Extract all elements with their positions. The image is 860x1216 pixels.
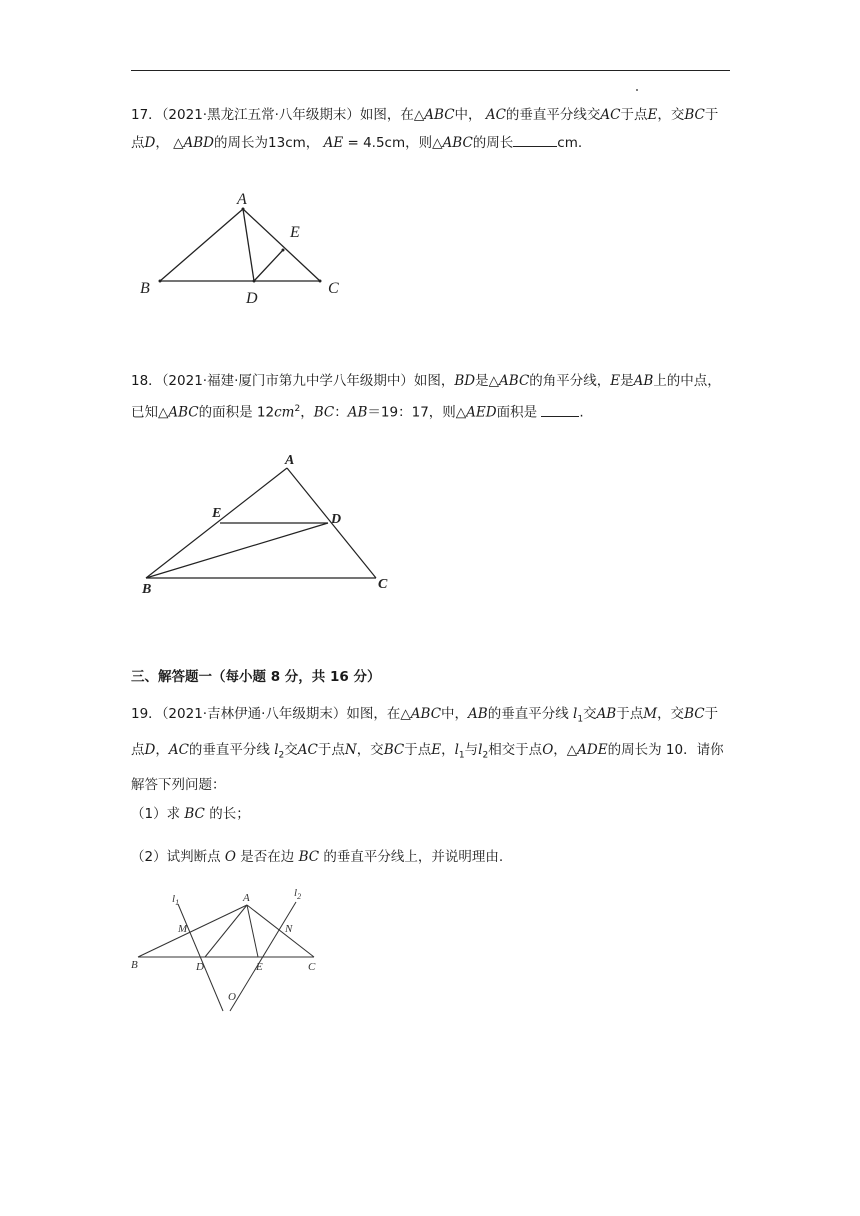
text: 交 bbox=[284, 741, 298, 758]
question-number: 19． bbox=[131, 706, 162, 722]
label-n: N bbox=[285, 923, 293, 935]
text: 于点 bbox=[131, 706, 719, 758]
text: 于点 bbox=[317, 741, 345, 758]
text: . bbox=[579, 404, 584, 421]
math-symbol: AC bbox=[600, 107, 621, 123]
question-number: 18． bbox=[131, 373, 162, 389]
text: 的垂直平分线 bbox=[487, 706, 569, 722]
math-symbol: cm bbox=[274, 404, 295, 421]
math-symbol: M bbox=[643, 706, 658, 722]
text: 中， bbox=[454, 107, 482, 123]
figure-17 bbox=[130, 185, 360, 315]
header-rule bbox=[131, 70, 730, 71]
question-19 bbox=[131, 699, 731, 800]
math-symbol: △ABC bbox=[413, 107, 455, 123]
subscript: 2 bbox=[482, 750, 489, 761]
subscript: 2 bbox=[278, 750, 285, 761]
label-a: A bbox=[285, 453, 295, 468]
math-symbol: D bbox=[144, 741, 156, 758]
math-symbol: AB bbox=[633, 373, 654, 389]
label-a: A bbox=[243, 892, 250, 904]
text: ， bbox=[155, 741, 169, 758]
math-symbol: N bbox=[344, 741, 357, 758]
text: 中， bbox=[441, 706, 469, 722]
math-symbol: D bbox=[144, 135, 156, 151]
label-c: C bbox=[378, 577, 388, 592]
text: ，交 bbox=[657, 107, 685, 123]
subscript: 1 bbox=[458, 750, 465, 761]
label-d: D bbox=[246, 290, 258, 307]
text: 的垂直平分线交 bbox=[505, 107, 601, 123]
text: ： bbox=[334, 404, 348, 421]
answer-blank[interactable] bbox=[513, 132, 557, 147]
text: 如图， bbox=[413, 373, 455, 389]
text: 如图，在 bbox=[359, 107, 414, 123]
text: 的周长为 10．请你解答下列问题： bbox=[131, 741, 724, 794]
text: ， bbox=[300, 404, 314, 421]
sub-question-1 bbox=[131, 800, 731, 828]
figure-18 bbox=[130, 452, 400, 602]
label-e: E bbox=[212, 506, 222, 521]
text: 于点 bbox=[131, 107, 719, 151]
question-number: 17． bbox=[131, 107, 162, 123]
label-d: D bbox=[331, 512, 342, 527]
math-symbol: l bbox=[573, 706, 578, 722]
math-symbol: BC bbox=[298, 849, 320, 865]
text: cm. bbox=[557, 135, 583, 151]
figure-19 bbox=[128, 888, 328, 1018]
math-symbol: BD bbox=[454, 373, 476, 389]
label-b: B bbox=[131, 959, 138, 971]
question-source: （2021·黑龙江五常·八年级期末） bbox=[161, 107, 360, 123]
label-e: E bbox=[256, 961, 263, 973]
text: 的垂直平分线 bbox=[188, 741, 270, 758]
text: 是 bbox=[620, 373, 634, 389]
math-symbol: BC bbox=[684, 706, 705, 722]
math-symbol: BC bbox=[383, 741, 405, 758]
text: 的垂直平分线上，并说明理由. bbox=[323, 849, 504, 865]
text: ， bbox=[155, 135, 169, 151]
text: 的面积是 12 bbox=[198, 404, 275, 421]
math-symbol: AED bbox=[466, 404, 497, 421]
label-c: C bbox=[328, 280, 339, 297]
text: ，△ bbox=[553, 741, 578, 758]
math-symbol: AE bbox=[323, 135, 344, 151]
text: 的周长为13cm， bbox=[214, 135, 320, 151]
math-symbol: E bbox=[610, 373, 621, 389]
label-b: B bbox=[142, 582, 152, 597]
label-m: M bbox=[178, 923, 188, 935]
math-symbol: ABC bbox=[410, 706, 442, 722]
text: 交 bbox=[583, 706, 597, 722]
math-symbol: BC bbox=[313, 404, 335, 421]
text: 上的中点，已知△ bbox=[131, 373, 721, 421]
text: 于点 bbox=[616, 706, 644, 722]
math-symbol: AC bbox=[297, 741, 318, 758]
label-o: O bbox=[228, 991, 236, 1003]
text: 面积是 bbox=[496, 404, 538, 421]
label-e: E bbox=[290, 224, 300, 241]
question-source: （2021·吉林伊通·八年级期末） bbox=[161, 706, 347, 722]
math-symbol: O bbox=[224, 849, 236, 865]
math-symbol: ADE bbox=[577, 741, 608, 758]
text: 如图，在△ bbox=[346, 706, 411, 722]
math-symbol: AB bbox=[347, 404, 368, 421]
text: = 4.5cm，则 bbox=[347, 135, 433, 151]
text: ，交 bbox=[356, 741, 384, 758]
text: 的角平分线， bbox=[529, 373, 611, 389]
text: 与 bbox=[464, 741, 479, 758]
subscript: 1 bbox=[577, 714, 584, 725]
sub-question-2 bbox=[131, 843, 731, 871]
label-l2: $l_2$ bbox=[294, 888, 302, 901]
question-18 bbox=[131, 367, 731, 427]
text: （2）试判断点 bbox=[131, 849, 221, 865]
text: 于点 bbox=[620, 107, 648, 123]
label-a: A bbox=[237, 191, 247, 208]
label-d: D bbox=[196, 961, 204, 973]
text: ， bbox=[441, 741, 455, 758]
math-symbol: △ABC bbox=[432, 135, 473, 151]
math-symbol: O bbox=[542, 741, 554, 758]
math-symbol: E bbox=[647, 107, 658, 123]
text: ，交 bbox=[657, 706, 685, 722]
text: ＝19：17，则△ bbox=[367, 404, 467, 421]
math-symbol: E bbox=[431, 741, 442, 758]
math-symbol: l bbox=[478, 741, 483, 758]
math-symbol: l bbox=[454, 741, 459, 758]
text: 是否在边 bbox=[240, 849, 295, 865]
label-c: C bbox=[308, 961, 316, 973]
question-source: （2021·福建·厦门市第九中学八年级期中） bbox=[161, 373, 414, 389]
text: （1）求 bbox=[131, 806, 181, 822]
text: 相交于点 bbox=[488, 741, 543, 758]
text: 是△ bbox=[475, 373, 500, 389]
math-symbol: ABC bbox=[499, 373, 530, 389]
text: 于点 bbox=[404, 741, 432, 758]
math-symbol: △ABD bbox=[173, 135, 215, 151]
text: 的周长 bbox=[472, 135, 514, 151]
label-b: B bbox=[140, 280, 150, 297]
math-symbol: AC bbox=[168, 741, 189, 758]
math-symbol: AB bbox=[596, 706, 617, 722]
math-symbol: BC bbox=[184, 806, 205, 822]
label-l1: $l_1$ bbox=[172, 893, 180, 907]
math-symbol: AB bbox=[468, 706, 488, 722]
math-symbol: ABC bbox=[168, 404, 199, 421]
stray-dot bbox=[636, 89, 638, 91]
math-symbol: AC bbox=[485, 107, 506, 123]
superscript: 2 bbox=[294, 404, 301, 414]
math-symbol: l bbox=[274, 741, 279, 758]
section-heading: 三、解答题一（每小题 8 分，共 16 分） bbox=[131, 669, 381, 685]
text: 的长； bbox=[209, 806, 250, 822]
answer-blank[interactable] bbox=[541, 402, 579, 417]
math-symbol: BC bbox=[684, 107, 705, 123]
question-17 bbox=[131, 101, 731, 157]
